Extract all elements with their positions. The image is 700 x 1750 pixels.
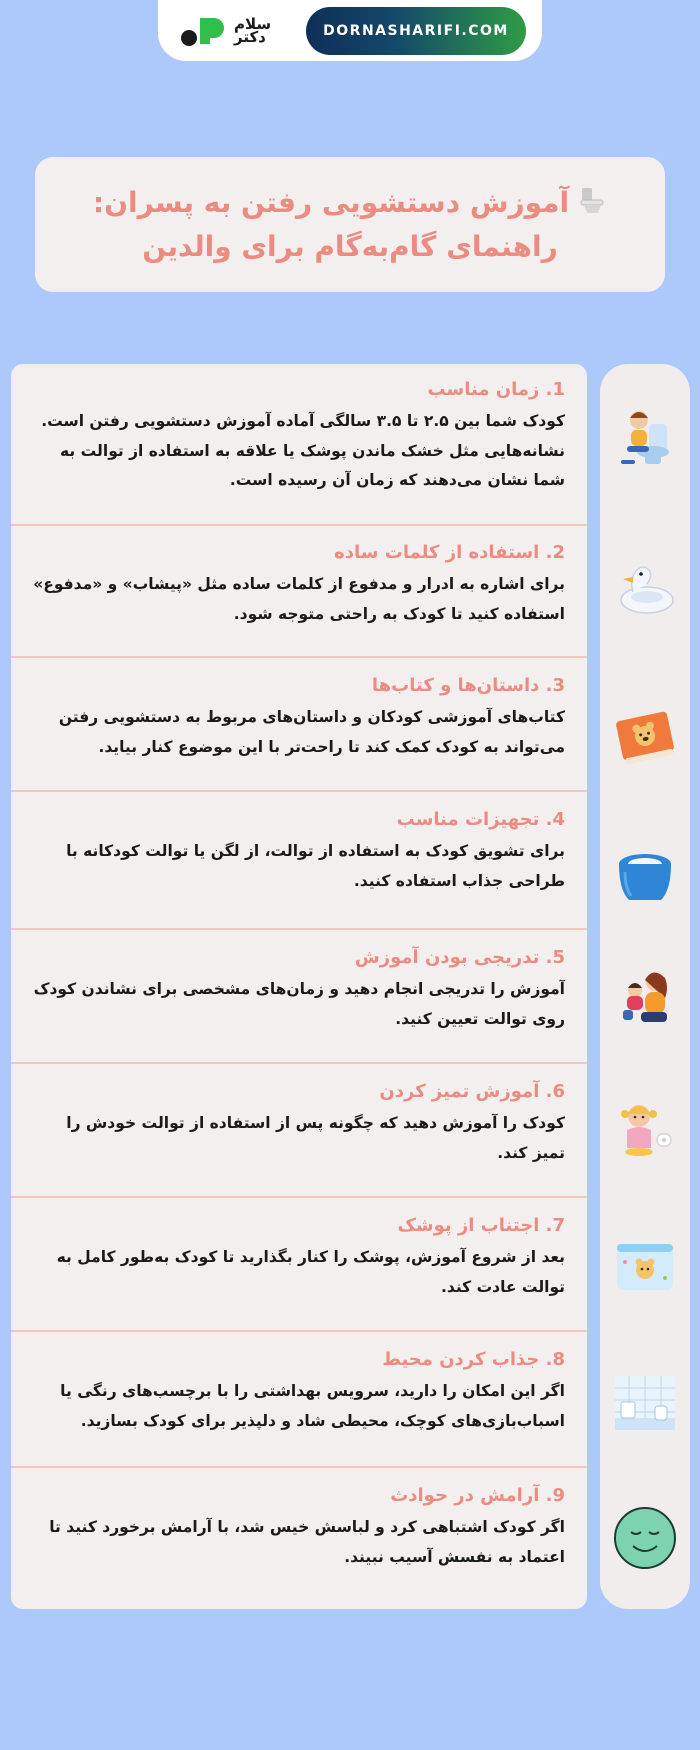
item-title: 6. آموزش تمیز کردن <box>379 1081 565 1102</box>
bear-book-icon <box>611 702 679 770</box>
item-title: 3. داستان‌ها و کتاب‌ها <box>371 675 565 696</box>
tips-list <box>11 364 587 1609</box>
list-item <box>11 808 587 896</box>
title-card <box>35 157 665 292</box>
logo-text <box>234 14 272 46</box>
diaper-icon <box>611 1234 679 1302</box>
calm-face-icon <box>611 1504 679 1572</box>
item-title: 7. اجتناب از پوشک <box>397 1215 565 1236</box>
item-body: اگر کودک اشتباهی کرد و لباسش خیس شد، با آرامش برخورد کنید تا اعتماد به نفسش آسیب نبیند. <box>49 1518 565 1566</box>
item-title: 9. آرامش در حوادث <box>390 1485 565 1506</box>
page-title <box>65 181 635 268</box>
list-item <box>11 1348 587 1436</box>
divider <box>11 928 587 930</box>
divider <box>11 656 587 658</box>
bathroom-icon <box>611 1370 679 1438</box>
girl-toilet-paper-icon <box>611 1094 679 1162</box>
item-body: برای اشاره به ادرار و مدفوع از کلمات ساده مثل «پیشاب» و «مدفوع» استفاده کنید تا کودک به راحتی متوجه شود. <box>33 575 565 623</box>
site-url-pill[interactable]: DORNASHARIFI.COM <box>306 7 526 55</box>
list-item <box>11 378 587 496</box>
logo-line-2: دکتر <box>234 27 266 46</box>
icon-column <box>600 364 690 1609</box>
divider <box>11 524 587 526</box>
item-title: 4. تجهیزات مناسب <box>396 809 565 830</box>
divider <box>11 1330 587 1332</box>
logo-mark-icon <box>180 14 226 48</box>
item-body: آموزش را تدریجی انجام دهید و زمان‌های مشخصی برای نشاندن کودک روی توالت تعیین کنید. <box>33 980 565 1028</box>
list-item <box>11 541 587 629</box>
list-item <box>11 674 587 762</box>
header-bar <box>158 0 542 61</box>
list-item <box>11 1484 587 1572</box>
item-body: اگر این امکان را دارید، سرویس بهداشتی را با برچسب‌های رنگی یا اسباب‌بازی‌های کوچک، محیطی شاد و دلپذیر برای کودک بسازید. <box>60 1382 565 1430</box>
mother-child-icon <box>611 964 679 1032</box>
item-title: 1. زمان مناسب <box>427 379 565 400</box>
logo-line-1: سلام <box>234 14 272 33</box>
item-body: برای تشویق کودک به استفاده از توالت، از لگن یا توالت کودکانه با طراحی جذاب استفاده کنید. <box>66 842 565 890</box>
item-body: بعد از شروع آموزش، پوشک را کنار بگذارید تا کودک به‌طور کامل به توالت عادت کند. <box>56 1248 565 1296</box>
brand-logo[interactable] <box>180 14 271 48</box>
child-on-potty-icon <box>611 402 679 470</box>
divider <box>11 1062 587 1064</box>
list-item <box>11 946 587 1034</box>
divider <box>11 1196 587 1198</box>
item-title: 8. جذاب کردن محیط <box>382 1349 565 1370</box>
item-title: 5. تدریجی بودن آموزش <box>354 947 565 968</box>
item-body: کودک شما بین ۲.۵ تا ۳.۵ سالگی آماده آموزش دستشویی رفتن است. نشانه‌هایی مثل خشک ماندن پوشک یا علاقه به استفاده از توالت به شما نشان می‌دهند که زمان آن رسیده است. <box>41 412 565 490</box>
item-title: 2. استفاده از کلمات ساده <box>334 542 565 563</box>
list-item <box>11 1214 587 1302</box>
divider <box>11 790 587 792</box>
list-item <box>11 1080 587 1168</box>
title-text: آموزش دستشویی رفتن به پسران: راهنمای گام‌به‌گام برای والدین <box>92 186 570 263</box>
duck-potty-icon <box>611 552 679 620</box>
blue-potty-icon <box>611 842 679 910</box>
item-body: کودک را آموزش دهید که چگونه پس از استفاده از توالت خودش را تمیز کند. <box>66 1114 565 1162</box>
item-body: کتاب‌های آموزشی کودکان و داستان‌های مربوط به دستشویی رفتن می‌تواند به کودک کمک کند تا راحت‌تر با این موضوع کنار بیاید. <box>58 708 565 756</box>
divider <box>11 1466 587 1468</box>
toilet-icon <box>577 186 607 216</box>
